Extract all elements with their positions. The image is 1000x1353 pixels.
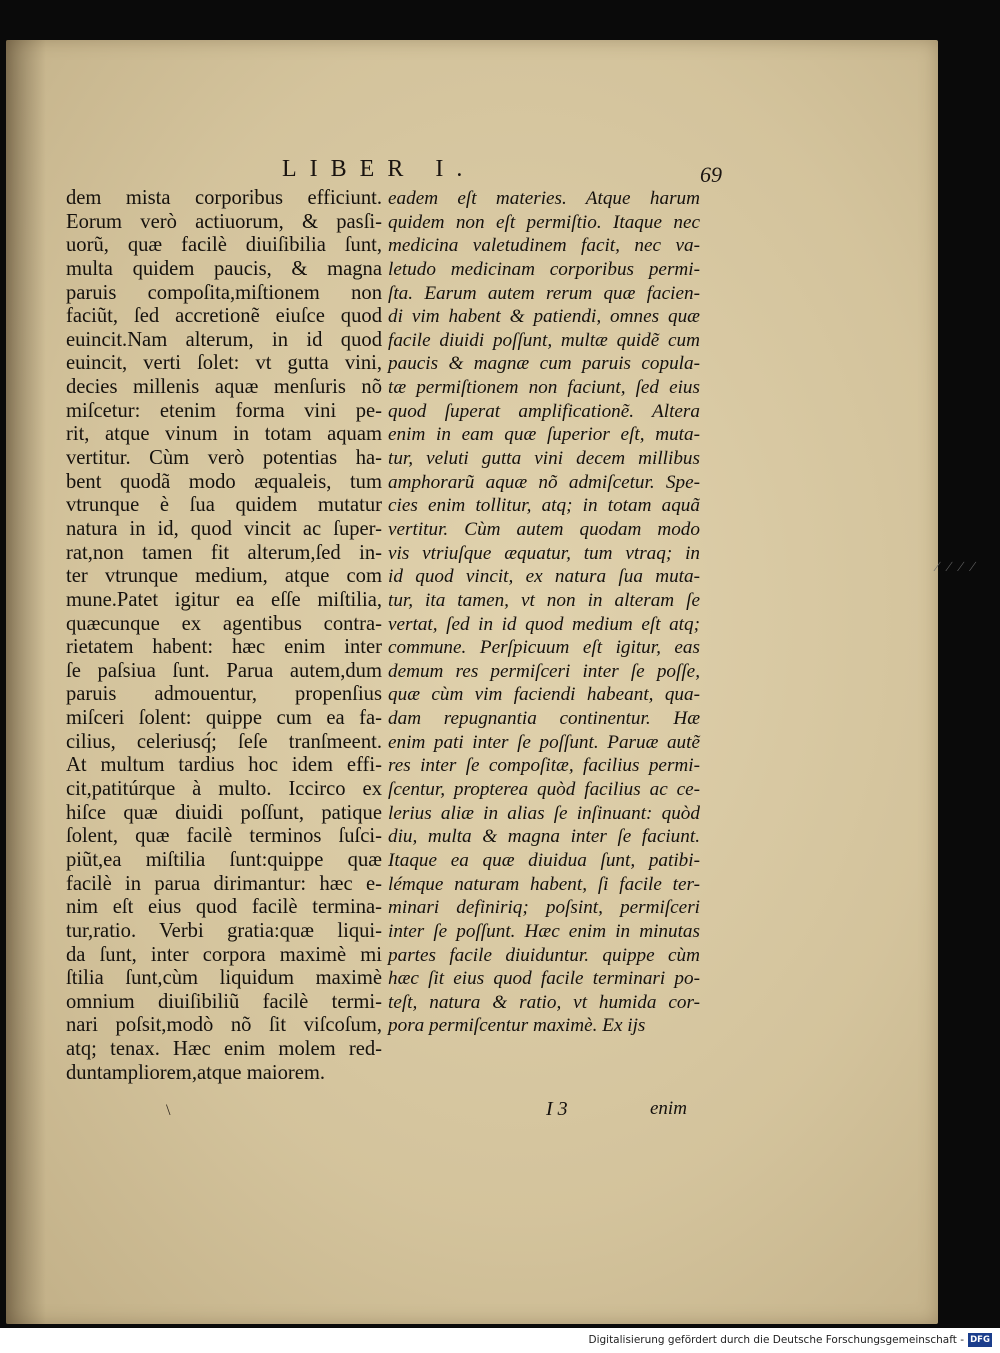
right-column-line: vertat, ſed in id quod medium eſt atq; <box>388 613 700 635</box>
right-column-line: ſcentur, propterea quòd facilius ac ce- <box>388 779 700 801</box>
running-head: LIBER I. <box>282 156 476 182</box>
right-column-line: eadem eſt materies. Atque harum <box>388 188 700 209</box>
left-column-line: decies millenis aquæ menſuris nõ <box>66 376 382 399</box>
right-column-line: medicina valetudinem facit, nec va- <box>388 235 700 257</box>
left-column-line: omnium diuiſibiliũ facilè termi- <box>66 990 382 1013</box>
right-column-line: inter ſe poſſunt. Hæc enim in minutas <box>388 920 700 942</box>
catchword: enim <box>650 1098 687 1119</box>
left-column-line: rit, atque vinum in totam aquam <box>66 423 382 446</box>
right-column-line: enim pati inter ſe poſſunt. Paruæ autẽ <box>388 731 700 753</box>
right-column-line: Itaque ea quæ diuidua ſunt, patibi- <box>388 849 700 871</box>
left-column-line: paruis compoſita,miſtionem non <box>66 281 382 304</box>
right-column-line: tæ permiſtionem non faciunt, ſed eius <box>388 377 700 399</box>
page-number: 69 <box>700 162 722 187</box>
left-column-line: ter vtrunque medium, atque com <box>66 565 382 588</box>
left-column-line: facilè in parua dirimantur: hæc e- <box>66 872 382 895</box>
left-column-line: euincit.Nam alterum, in id quod <box>66 328 382 351</box>
stray-mark: \ <box>166 1102 171 1119</box>
left-column-line: da ſunt, inter corpora maximè mi <box>66 943 382 966</box>
left-column-line: rat,non tamen fit alterum,ſed in- <box>66 541 382 564</box>
right-column-line: di vim habent & patiendi, omnes quæ <box>388 306 700 328</box>
right-column-line: tur, ita tamen, vt non in alteram ſe <box>388 589 700 611</box>
dfg-logo[interactable]: DFG <box>968 1333 992 1347</box>
right-column-italic-text <box>388 187 700 1038</box>
left-column-line: nari poſsit,modò nõ ſit viſcoſum, <box>66 1014 382 1037</box>
left-column-line: piũt,ea miſtilia ſunt:quippe quæ <box>66 848 382 871</box>
right-column-line: quod ſuperat amplificationẽ. Altera <box>388 400 700 422</box>
right-column-line: facile diuidi poſſunt, multæ quidẽ cum <box>388 329 700 351</box>
right-column-line: paucis & magnæ cum paruis copula- <box>388 353 700 375</box>
left-column-line: quæcunque ex agentibus contra- <box>66 612 382 635</box>
right-column-line: lémque naturam habent, ſi facile ter- <box>388 873 700 895</box>
right-column-line: minari definiriq; poſsint, permiſceri <box>388 897 700 919</box>
right-column-line: hæc ſit eius quod facile terminari po- <box>388 968 700 990</box>
left-column-line: faciũt, ſed accretionẽ eiuſce quod <box>66 305 382 328</box>
right-column-line: vis vtriuſque æquatur, tum vtraq; in <box>388 542 700 564</box>
right-column-line: quæ cùm vim faciendi habeant, qua- <box>388 684 700 706</box>
right-column-line: commune. Perſpicuum eſt igitur, eas <box>388 637 700 659</box>
left-column-line: vertitur. Cùm verò potentias ha- <box>66 447 382 470</box>
left-column-line: cilius, celeriusq́; ſeſe tranſmeent. <box>66 730 382 753</box>
right-column-line: quidem non eſt permiſtio. Itaque nec <box>388 211 700 233</box>
right-column-line: cies enim tollitur, atq; in totam aquã <box>388 495 700 517</box>
edge-marks: ∕ ∕ ∕ ∕ <box>936 560 977 575</box>
left-column-line: ſe paſsiua ſunt. Parua autem,dum <box>66 659 382 682</box>
left-column-line: rietatem habent: hæc enim inter <box>66 636 382 659</box>
gutter-shadow <box>6 40 46 1324</box>
right-column-line: diu, multa & magna inter ſe faciunt. <box>388 826 700 848</box>
right-column-line: dam repugnantia continentur. Hæ <box>388 708 700 730</box>
left-column-line: nim eſt eius quod facilè termina- <box>66 896 382 919</box>
right-column-line: res inter ſe compoſitæ, facilius permi- <box>388 755 700 777</box>
left-column-line: hiſce quæ diuidi poſſunt, patique <box>66 801 382 824</box>
right-column-line: lerius aliæ in alias ſe inſinuant: quòd <box>388 802 700 824</box>
right-column-line: ſta. Earum autem rerum quæ facien- <box>388 282 700 304</box>
left-column-line: miſcetur: etenim forma vini pe- <box>66 399 382 422</box>
right-column-line: amphorarũ aquæ nõ admiſcetur. Spe- <box>388 471 700 493</box>
right-column-line: partes facile diuiduntur. quippe cùm <box>388 944 700 966</box>
left-column-line: uorũ, quæ facilè diuiſibilia ſunt, <box>66 234 382 257</box>
right-column-line: enim in eam quæ ſuperior eſt, muta- <box>388 424 700 446</box>
left-column-line: ſtilia ſunt,cùm liquidum maximè <box>66 967 382 990</box>
right-column-line: tur, veluti gutta vini decem millibus <box>388 448 700 470</box>
left-column-greek-latin-text <box>66 187 382 1085</box>
left-column-line: euincit, verti ſolet: vt gutta vini, <box>66 352 382 375</box>
left-column-line: ſolent, quæ facilè terminos ſuſci- <box>66 825 382 848</box>
digitization-credit: Digitalisierung gefördert durch die Deutsche Forschungsgemeinschaft - <box>588 1334 964 1346</box>
left-column-line: mune.Patet igitur ea eſſe miſtilia, <box>66 588 382 611</box>
left-column-line: tur,ratio. Verbi gratia:quæ liqui- <box>66 919 382 942</box>
left-column-line: multa quidem paucis, & magna <box>66 257 382 280</box>
left-column-line: duntampliorem,atque maiorem. <box>66 1061 326 1084</box>
right-column-line: demum res permiſceri inter ſe poſſe, <box>388 660 700 682</box>
left-column-line: paruis admouentur, propenſius <box>66 683 382 706</box>
left-column-line: At multum tardius hoc idem effi- <box>66 754 382 777</box>
left-column-line: vtrunque è ſua quidem mutatur <box>66 494 382 517</box>
left-column-line: natura in id, quod vincit ac ſuper- <box>66 517 382 540</box>
right-column-line: id quod vincit, ex natura ſua muta- <box>388 566 700 588</box>
right-column-line: letudo medicinam corporibus permi- <box>388 258 700 280</box>
left-column-line: atq; tenax. Hæc enim molem red- <box>66 1038 382 1061</box>
left-column-line: bent quodã modo æqualeis, tum <box>66 470 382 493</box>
right-column-line: teſt, natura & ratio, vt humida cor- <box>388 991 700 1013</box>
signature-mark: I 3 <box>546 1098 568 1120</box>
right-column-line: vertitur. Cùm autem quodam modo <box>388 518 700 540</box>
left-column-line: cit,patitúrque à multo. Iccirco ex <box>66 778 382 801</box>
left-column-line: dem mista corporibus efficiunt. <box>66 187 382 209</box>
left-column-line: miſceri ſolent: quippe cum ea fa- <box>66 707 382 730</box>
left-column-line: Eorum verò actiuorum, & pasſi- <box>66 210 382 233</box>
right-column-line: pora permiſcentur maximè. Ex ijs <box>388 1015 646 1037</box>
